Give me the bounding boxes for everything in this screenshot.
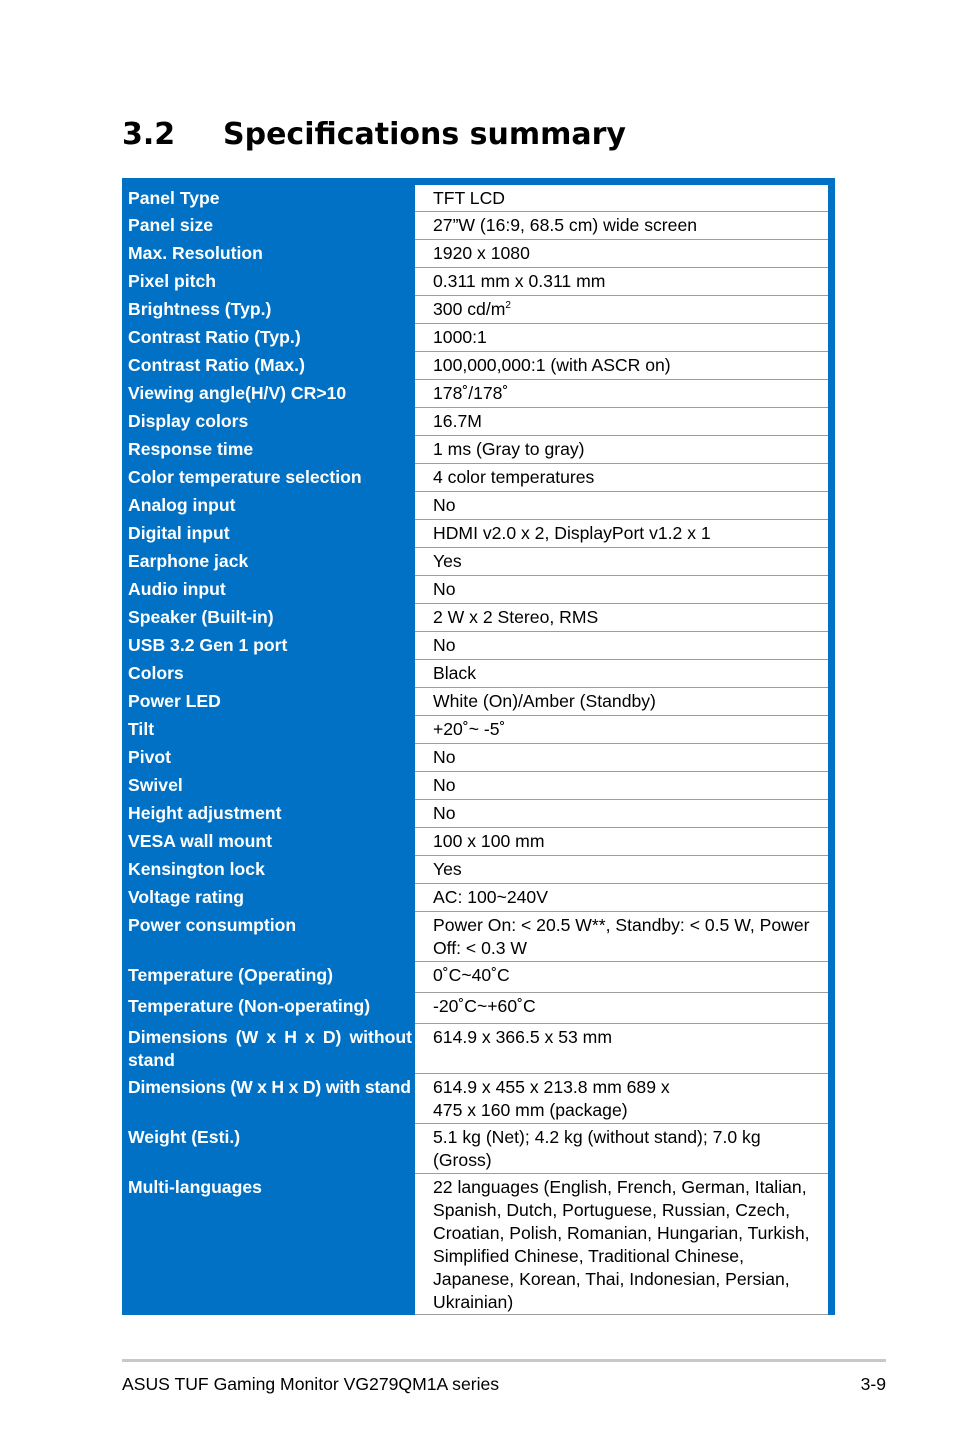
spec-label: USB 3.2 Gen 1 port [122,632,415,660]
spec-value: 1000:1 [415,324,828,352]
spec-label: Kensington lock [122,856,415,884]
spec-value: Black [415,660,828,688]
spec-label: Colors [122,660,415,688]
spec-label: Weight (Esti.) [122,1124,415,1174]
spec-row-response-time [122,436,828,464]
spec-row-max-resolution [122,240,828,268]
spec-row-kensington-lock [122,856,828,884]
spec-value: No [415,576,828,604]
spec-value: HDMI v2.0 x 2, DisplayPort v1.2 x 1 [415,520,828,548]
spec-row-voltage-rating [122,884,828,912]
spec-value: No [415,800,828,828]
spec-row-contrast-typ [122,324,828,352]
spec-table-frame [122,178,835,1315]
spec-label: Temperature (Non-operating) [122,993,415,1024]
spec-label: VESA wall mount [122,828,415,856]
spec-value: Yes [415,856,828,884]
spec-label: Response time [122,436,415,464]
spec-value: White (On)/Amber (Standby) [415,688,828,716]
spec-row-tilt [122,716,828,744]
footer-divider [122,1359,886,1362]
spec-value: 300 $cd/m^2$ [415,296,828,324]
spec-row-pivot [122,744,828,772]
spec-value: TFT LCD [415,185,828,212]
spec-value: No [415,492,828,520]
spec-value: +20˚~ -5˚ [415,716,828,744]
spec-value: 178˚/178˚ [415,380,828,408]
spec-row-contrast-max [122,352,828,380]
spec-label: Dimensions (W x H x D) with stand [122,1074,415,1124]
spec-value: 16.7M [415,408,828,436]
spec-label: Max. Resolution [122,240,415,268]
spec-row-dimensions-with-stand [122,1074,828,1124]
spec-label: Contrast Ratio (Typ.) [122,324,415,352]
spec-label: Power LED [122,688,415,716]
spec-label: Contrast Ratio (Max.) [122,352,415,380]
spec-value: 1920 x 1080 [415,240,828,268]
spec-value: 22 languages (English, French, German, Italian, Spanish, Dutch, Portuguese, Russian, Czech, Croatian, Polish, Romanian, Hungarian, Turkish, Simplified Chinese, Traditional Chinese, Japanese, Korean, Thai, Indonesian, Persian, Ukrainian) [415,1174,828,1315]
spec-label: Display colors [122,408,415,436]
spec-label: Brightness (Typ.) [122,296,415,324]
spec-row-brightness [122,296,828,324]
spec-row-colors [122,660,828,688]
spec-label: Analog input [122,492,415,520]
spec-value: 4 color temperatures [415,464,828,492]
spec-row-speaker [122,604,828,632]
spec-row-analog-input [122,492,828,520]
spec-value: 1 ms (Gray to gray) [415,436,828,464]
spec-row-usb-port [122,632,828,660]
spec-label: Power consumption [122,912,415,962]
section-title-text: Specifications summary [223,117,626,152]
spec-value: AC: 100~240V [415,884,828,912]
section-title [122,112,626,158]
spec-row-weight [122,1124,828,1174]
spec-label: Pixel pitch [122,268,415,296]
spec-row-temperature-non-operating [122,993,828,1024]
spec-value: -20˚C~+60˚C [415,993,828,1024]
spec-row-height-adjustment [122,800,828,828]
spec-value: 100,000,000:1 (with ASCR on) [415,352,828,380]
spec-row-color-temperature [122,464,828,492]
spec-value: 614.9 x 455 x 213.8 mm 689 x 475 x 160 mm (package) [415,1074,828,1124]
spec-label: Speaker (Built-in) [122,604,415,632]
spec-row-earphone-jack [122,548,828,576]
spec-label: Swivel [122,772,415,800]
spec-table [122,185,828,1315]
spec-row-swivel [122,772,828,800]
spec-row-pixel-pitch [122,268,828,296]
spec-row-panel-type [122,185,828,212]
spec-row-vesa-mount [122,828,828,856]
spec-row-digital-input [122,520,828,548]
spec-value: 0˚C~40˚C [415,962,828,993]
spec-value: Yes [415,548,828,576]
spec-row-power-led [122,688,828,716]
spec-row-temperature-operating [122,962,828,993]
spec-value: 27”W (16:9, 68.5 cm) wide screen [415,212,828,240]
spec-label: Voltage rating [122,884,415,912]
spec-label: Pivot [122,744,415,772]
spec-label: Height adjustment [122,800,415,828]
spec-value: No [415,772,828,800]
footer-product-name: ASUS TUF Gaming Monitor VG279QM1A series [122,1374,500,1394]
spec-value: 5.1 kg (Net); 4.2 kg (without stand); 7.0 kg (Gross) [415,1124,828,1174]
footer-page-number: 3-9 [860,1374,886,1394]
spec-value: 614.9 x 366.5 x 53 mm [415,1024,828,1074]
spec-row-audio-input [122,576,828,604]
spec-label: Panel Type [122,185,415,212]
spec-label: Dimensions (W x H x D) without stand [122,1024,415,1074]
spec-row-panel-size [122,212,828,240]
spec-label: Temperature (Operating) [122,962,415,993]
spec-row-power-consumption [122,912,828,962]
spec-row-dimensions-without-stand [122,1024,828,1074]
spec-label: Tilt [122,716,415,744]
spec-row-viewing-angle [122,380,828,408]
spec-label: Viewing angle(H/V) CR>10 [122,380,415,408]
spec-label: Earphone jack [122,548,415,576]
spec-label: Multi-languages [122,1174,415,1315]
section-number: 3.2 [122,117,176,152]
spec-value: Power On: < 20.5 W**, Standby: < 0.5 W, Power Off: < 0.3 W [415,912,828,962]
spec-value: 100 x 100 mm [415,828,828,856]
spec-row-display-colors [122,408,828,436]
spec-label: Audio input [122,576,415,604]
spec-label: Digital input [122,520,415,548]
spec-value: 0.311 mm x 0.311 mm [415,268,828,296]
spec-value: No [415,744,828,772]
spec-value: 2 W x 2 Stereo, RMS [415,604,828,632]
spec-value: No [415,632,828,660]
spec-label: Color temperature selection [122,464,415,492]
spec-row-multi-languages [122,1174,828,1315]
spec-label: Panel size [122,212,415,240]
